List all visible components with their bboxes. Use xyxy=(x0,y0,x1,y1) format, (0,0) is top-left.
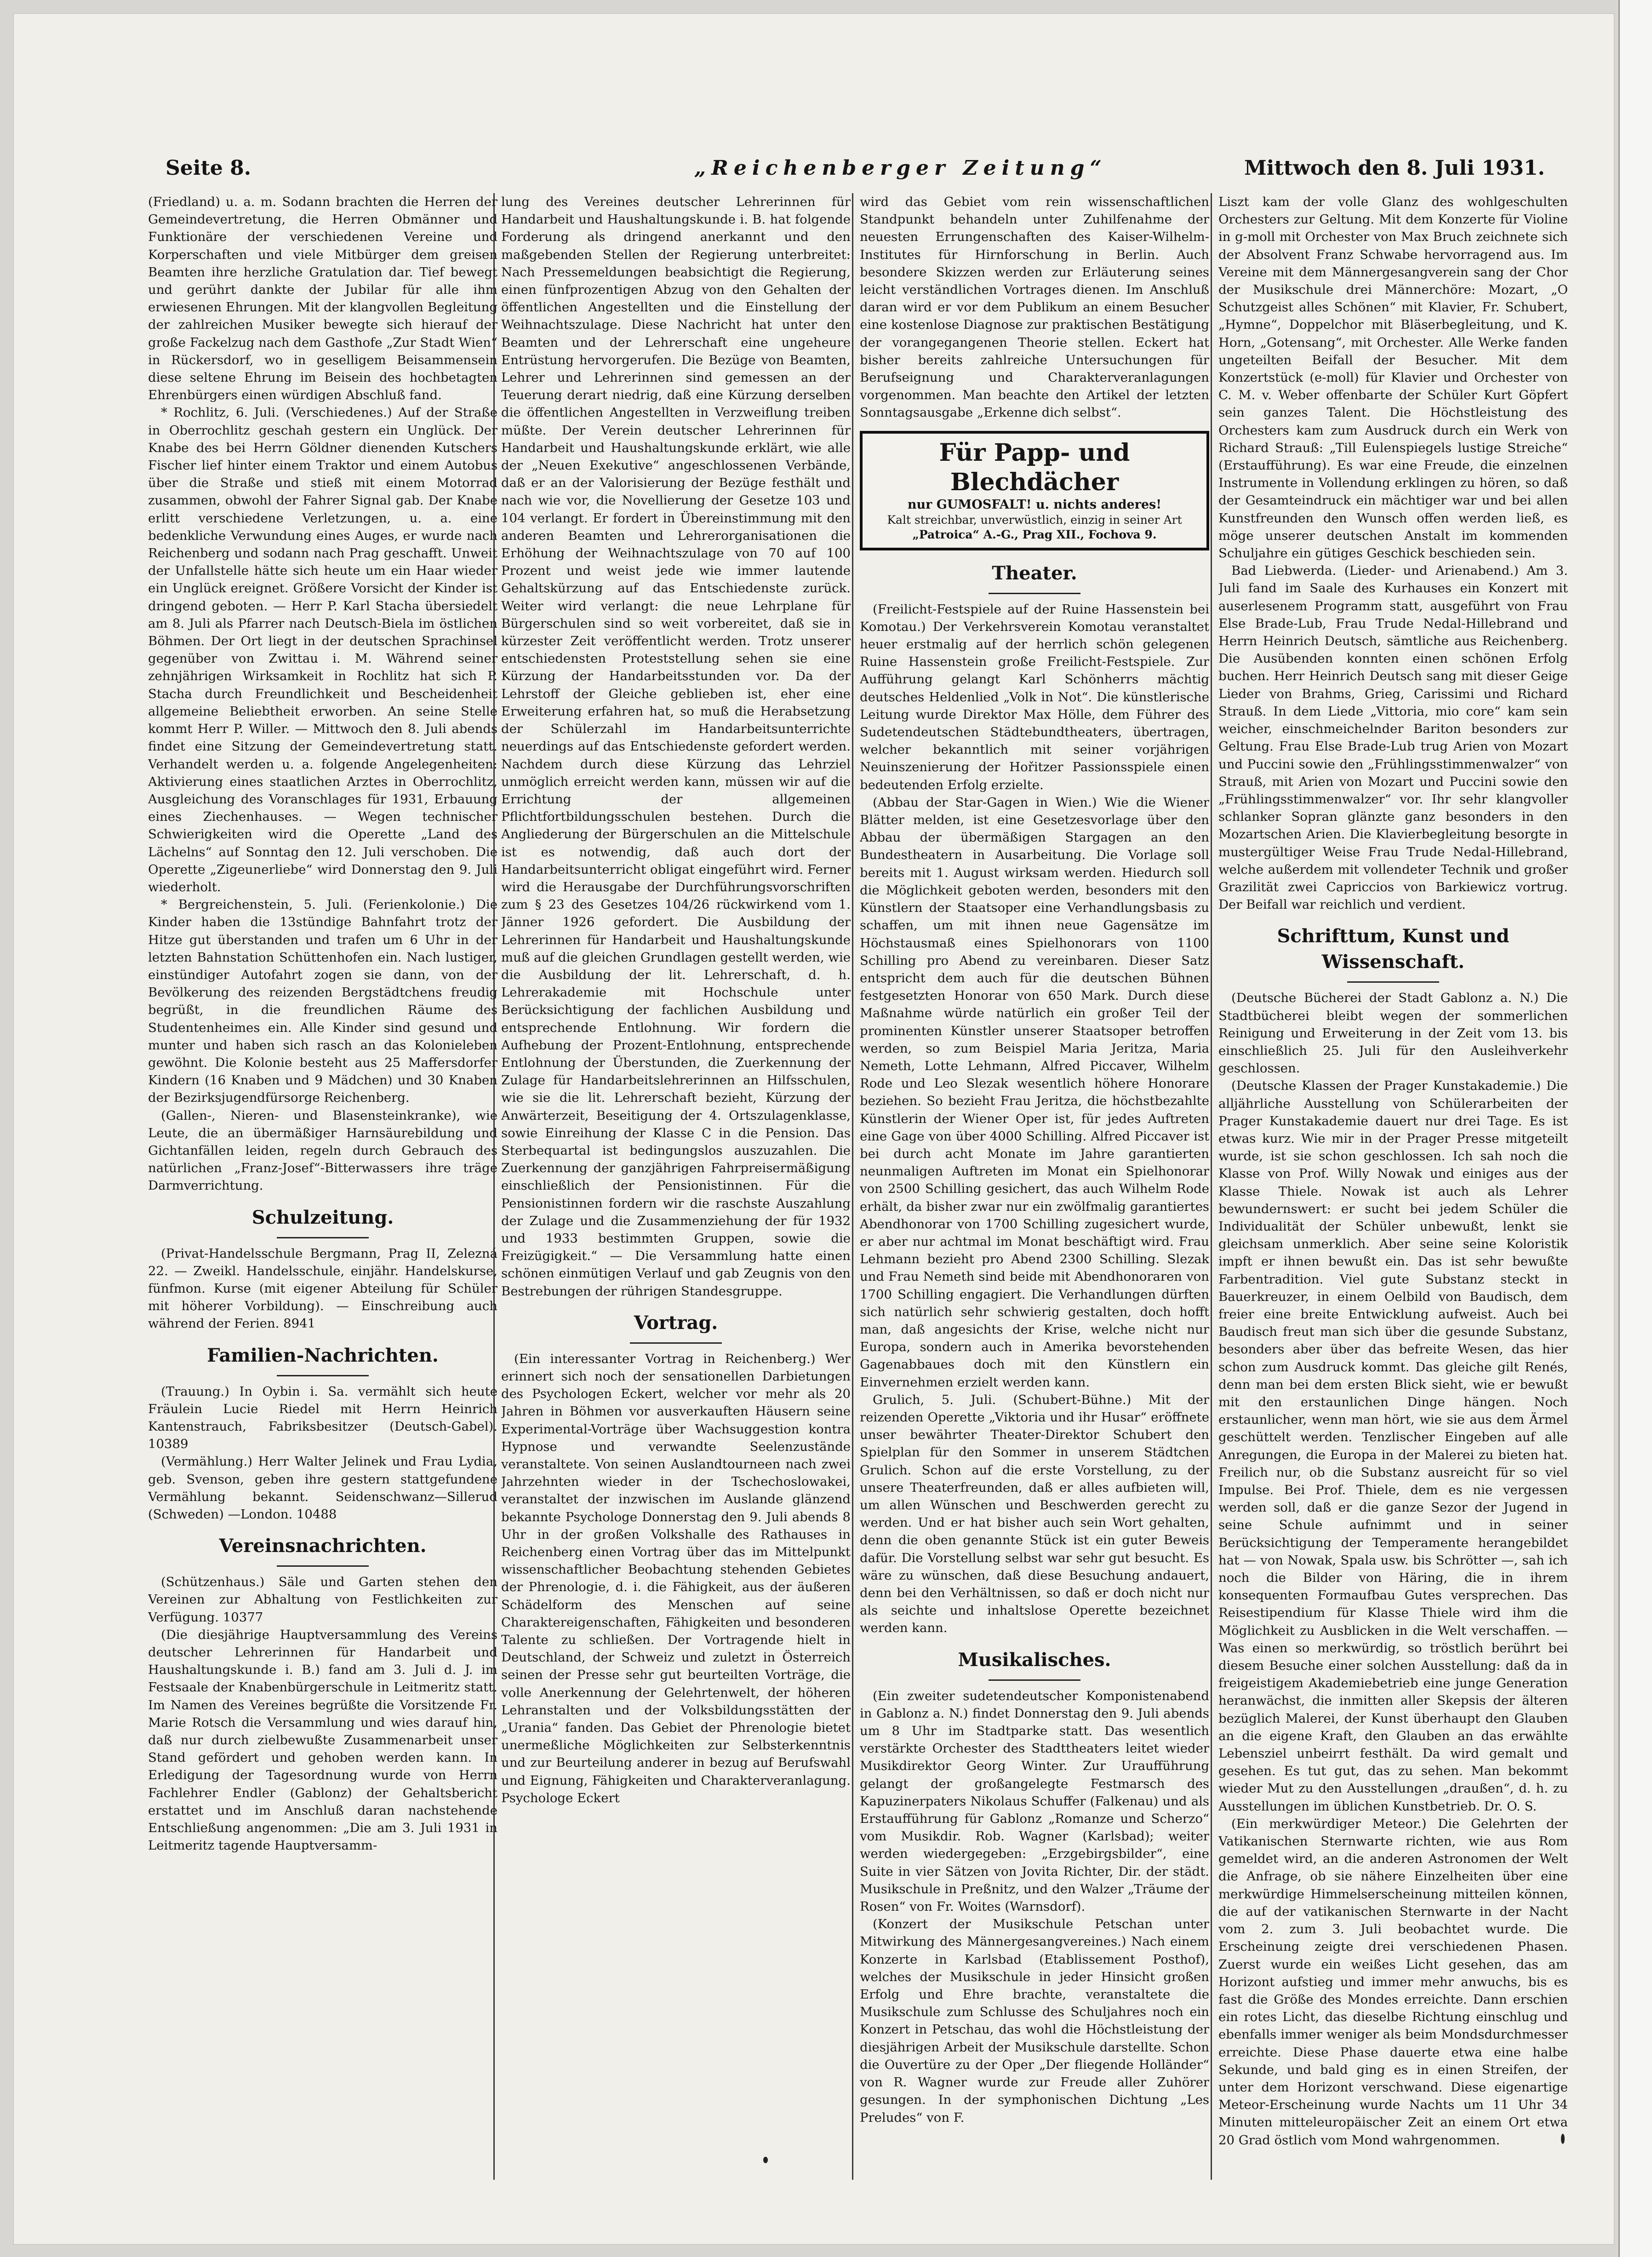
article-text: (Konzert der Musikschule Petschan unter Mitwirkung des Männergesangvereines.) Nach einem Konzerte in Karlsbad (Etablissement Posthof), welches der Musikschule in jeder Hinsicht großen Erfolg und Ehre brachte, veranstaltete die Musikschule zum Schlusse des Schuljahres noch ein Konzert in Petschau, das wohl die Höchstleistung der diesjährigen Arbeit der Musikschule darstellte. Schon die Ouvertüre zu der Oper „Der fliegende Holländer“ von R. Wagner wurde zur Freude aller Zuhörer gesungen. In der symphonischen Dichtung „Les Preludes“ von F. xyxy=(860,1917,1209,2125)
heading-rule xyxy=(277,1375,369,1376)
article-text: (Ein interessanter Vortrag in Reichenberg.) Wer erinnert sich noch der sensationellen Darbietungen des Psychologen Eckert, welcher vor mehr als 20 Jahren in Böhmen vor ausverkauften Häusern seine Experimental-Vorträge über Wachsuggestion kontra Hypnose und verwandte Seelenzustände veranstaltete. Von seinen Auslandtourneen nach zwei Jahrzehnten wieder in der Tschechoslowakei, veranstaltet der inzwischen im Auslande glänzend bekannte Psychologe Donnerstag den 9. Juli abends 8 Uhr in der großen Volkshalle des Rathauses in Reichenberg einen Vortrag über das im Mittelpunkt wissenschaftlicher Beobachtung stehenden Gebietes der Phrenologie, d. i. die Fähigkeit, aus der äußeren Schädelform des Menschen auf seine Charaktereigenschaften, Fähigkeiten und besonderen Talente zu schließen. Der Vortragende hielt in Deutschland, der Schweiz und zuletzt in Österreich seinen der Presse sehr gut beurteilten Vorträge, die volle Anerkennung der Gelehrtenwelt, der höheren Lehranstalten und der Volksbildungsstätten der „Urania“ fanden. Das Gebiet der Phrenologie bietet unermeßliche Möglichkeiten zur Selbsterkenntnis und zur Beurteilung anderer in bezug auf Berufswahl und Eignung, Fähigkeiten und Charakterveranlagung. Psychologe Eckert xyxy=(501,1351,851,1805)
article-text: lung des Vereines deutscher Lehrerinnen für Handarbeit und Haushaltungskunde i. B. hat folgende Forderung als dringend anerkannt und den maßgebenden Stellen der Regierung unterbreitet: Nach Pressemeldungen beabsichtigt die Regierung, einen fünfprozentigen Abzug von den Gehalten der öffentlichen Angestellten und die Einstellung der Weihnachtszulage. Diese Nachricht hat unter den Beamten und der Lehrerschaft eine ungeheure Entrüstung hervorgerufen. Die Bezüge von Beamten, Lehrer und Lehrerinnen sind gemessen an der Teuerung derart niedrig, daß eine Kürzung derselben die öffentlichen Angestellten in Verzweiflung treiben müßte. Der Verein deutscher Lehrerinnen für Handarbeit und Haushaltungskunde erklärt, wie alle der „Neuen Exekutive“ angeschlossenen Verbände, daß er an der Valorisierung der Bezüge festhält und nach wie vor, die Novellierung der Gesetze 103 und 104 verlangt. Er fordert in Übereinstimmung mit den anderen Beamten und Lehrerorganisationen die Erhöhung der Weihnachtszulage von 70 auf 100 Prozent und weist jede wie immer lautende Gehaltskürzung auf das Entschiedenste zurück. Weiter wird verlangt: die neue Lehrplane für Bürgerschulen sind so weit vorbereitet, daß sie in kürzester Zeit veröffentlicht werden. Trotz unserer entschiedensten Proteststellung sehen sie eine Kürzung der Handarbeitsstunden vor. Da der Lehrstoff der Gleiche geblieben ist, eher eine Erweiterung erfahren hat, so muß die Herabsetzung der Schülerzahl im Handarbeitsunterrichte neuerdings auf das Entschiedenste gefordert werden. Nachdem durch diese Kürzung das Lehrziel unmöglich erreicht werden kann, müssen wir auf die Errichtung der allgemeinen Pflichtfortbildungsschulen bestehen. Durch die Angliederung der Bürgerschulen an die Mittelschule ist es notwendig, daß auch dort der Handarbeitsunterricht obligat eingeführt wird. Ferner wird die Herausgabe der Durchführungsvorschriften zum § 23 des Gesetzes 104/26 rückwirkend vom 1. Jänner 1926 gefordert. Die Ausbildung der Lehrerinnen für Handarbeit und Haushaltungskunde muß auf die gleichen Grundlagen gestellt werden, wie die Ausbildung der lit. Lehrerschaft, d. h. Lehrerakademie mit Hochschule unter Berücksichtigung der fachlichen Ausbildung und entsprechende Entlohnung. Wir fordern die Aufhebung der Prozent-Entlohnung, entsprechende Entlohnung der Überstunden, die Zuerkennung der Zulage für Handarbeitslehrerinnen an Hilfsschulen, wie sie die lit. Lehrerschaft bezieht, Kürzung der Anwärterzeit, Beseitigung der 4. Ortszulagenklasse, sowie Einreihung der Klasse C in die Pension. Das Sterbequartal ist bedingungslos auszuzahlen. Die Zuerkennung der ganzjährigen Fahrpreisermäßigung einschließlich der Pensionistinnen. Für die Pensionistinnen fordern wir die raschste Auszahlung der Zulage und die Zusammenziehung der für 1932 und 1933 bestimmten Gruppen, sowie die Freizügigkeit.“ — Die Versammlung hatte einen schönen einmütigen Verlauf und gab Zeugnis von den Bestrebungen der rührigen Standesgruppe. xyxy=(501,195,851,1299)
heading-rule xyxy=(630,1342,722,1344)
article-text: * Bergreichenstein, 5. Juli. (Ferienkolonie.) Die Kinder haben die 13stündige Bahnfahrt trotz der Hitze gut überstanden und trafen um 6 Uhr in der letzten Bahnstation Schüttenhofen ein. Nach lustiger, einstündiger Autofahrt zogen sie dann, von der Bevölkerung des reizenden Bergstädtchens freudig begrüßt, in die freundlichen Räume des Studentenheimes ein. Alle Kinder sind gesund und munter und haben sich rasch an das Kolonieleben gewöhnt. Die Kolonie besteht aus 25 Maffersdorfer Kindern (16 Knaben und 9 Mädchen) und 30 Knaben der Bezirksjugendfürsorge Reichenberg. xyxy=(148,897,497,1106)
page-header xyxy=(166,156,1545,193)
masthead: „Reichenberger Zeitung“ xyxy=(694,156,1107,180)
article-text: (Freilicht-Festspiele auf der Ruine Hassenstein bei Komotau.) Der Verkehrsverein Komotau veranstaltet heuer erstmalig auf der herrlich schön gelegenen Ruine Hassenstein große Freilicht-Festspiele. Zur Aufführung gelangt Karl Schönherrs mächtig deutsches Heldenlied „Volk in Not“. Die künstlerische Leitung wurde Direktor Max Hölle, dem Führer des Sudetendeutschen Städtebundtheaters, übertragen, welcher bekanntlich mit seiner vorjährigen Neuinszenierung der Hořitzer Passionsspiele einen bedeutenden Erfolg erzielte. xyxy=(860,601,1209,792)
section-heading: Vereinsnachrichten. xyxy=(219,1535,427,1557)
heading-rule xyxy=(1347,981,1439,983)
article-text: (Privat-Handelsschule Bergmann, Prag II, Zelezná 22. — Zweikl. Handelsschule, einjähr. Handelskurse, fünfmon. Kurse (mit eigener Abteilung für Schüler mit höherer Vorbildung). — Einschreibung auch während der Ferien. 8941 xyxy=(148,1246,497,1331)
scan-margin xyxy=(1618,0,1652,2257)
heading-rule xyxy=(989,1679,1080,1681)
article-text: (Schützenhaus.) Säle und Garten stehen den Vereinen zur Abhaltung von Festlichkeiten zur Verfügung. 10377 xyxy=(148,1575,497,1625)
article-text: Bad Liebwerda. (Lieder- und Arienabend.) Am 3. Juli fand im Saale des Kurhauses ein Konzert mit auserlesenem Programm statt, ausgeführt von Frau Else Brade-Lub, Frau Trude Nedal-Hillebrand und Herrn Heinrich Deutsch, sämtliche aus Reichenberg. Die Ausübenden konnten einen schönen Erfolg buchen. Herr Heinrich Deutsch sang mit dieser Geige Lieder von Brahms, Grieg, Carissimi und Richard Strauß. In dem Liede „Vittoria, mio core“ kam sein weicher, einschmeichelnder Bariton besonders zur Geltung. Frau Else Brade-Lub trug Arien von Mozart und Puccini sowie den „Frühlingsstimmenwalzer“ von Strauß, mit Arien von Mozart und Puccini sowie den „Frühlingsstimmenwalzer“ vor. Ihr sehr klangvoller schlanker Sopran glänzte ganz besonders in den Mozartschen Arien. Die Klavierbegleitung besorgte in mustergültiger Weise Frau Trude Nedal-Hillebrand, welche außerdem mit vollendeter Technik und großer Grazilität zwei Capriccios von Barkiewicz vortrug. Der Beifall war reichlich und verdient. xyxy=(1218,563,1568,912)
print-speck xyxy=(763,2157,768,2163)
heading-rule xyxy=(277,1565,369,1567)
section-heading: Schulzeitung. xyxy=(252,1206,394,1228)
print-speck xyxy=(1561,2134,1565,2144)
section-heading: Familien-Nachrichten. xyxy=(207,1344,439,1366)
column-2 xyxy=(501,193,851,2184)
article-text: (Die diesjährige Hauptversammlung des Vereins deutscher Lehrerinnen für Handarbeit und Haushaltungskunde i. B.) fand am 3. Juli d. J. im Festsaale der Knabenbürgerschule in Leitmeritz statt. Im Namen des Vereines begrüßte die Vorsitzende Fr. Marie Rotsch die Versammlung und wies darauf hin, daß nur durch zielbewußte Zusammenarbeit unser Stand gefördert und gehoben werden kann. In Erledigung der Tagesordnung wurde von Herrn Fachlehrer Endler (Gablonz) der Gehaltsbericht erstattet und im Anschluß daran nachstehende Entschließung angenommen: „Die am 3. Juli 1931 in Leitmeritz tagende Hauptversamm- xyxy=(148,1627,497,1853)
article-text: (Ein merkwürdiger Meteor.) Die Gelehrten der Vatikanischen Sternwarte richten, wie aus Rom gemeldet wird, an die anderen Astronomen der Welt die Anfrage, ob sie nähere Einzelheiten über eine merkwürdige Himmelserscheinung mitteilen können, die auf der vatikanischen Sternwarte in der Nacht vom 2. zum 3. Juli beobachtet wurde. Die Erscheinung zeigte drei verschiedenen Phasen. Zuerst wurde ein weißes Licht gesehen, das am Horizont aufstieg und immer mehr anwuchs, bis es fast die Größe des Mondes erreichte. Dann erschien ein rotes Licht, das dieselbe Richtung einschlug und ebenfalls immer weniger als beim Mondsdurchmesser erreichte. Diese Phase dauerte etwa eine halbe Sekunde, und bald ging es in einen Streifen, der unter dem Horizont verschwand. Diese eigenartige Meteor-Erscheinung wurde Nachts um 11 Uhr 34 Minuten mitteleuropäischer Zeit an einem Ort etwa 20 Grad östlich vom Mond wahrgenommen. xyxy=(1218,1816,1568,2148)
issue-date: Mittwoch den 8. Juli 1931. xyxy=(1244,156,1545,180)
ad-line: Kalt streichbar, unverwüstlich, einzig in seiner Art xyxy=(887,513,1182,527)
article-text: (Trauung.) In Oybin i. Sa. vermählt sich heute Fräulein Lucie Riedel mit Herrn Heinrich Kantenstrauch, Fabriksbesitzer (Deutsch-Gabel). 10389 xyxy=(148,1384,497,1452)
column-4 xyxy=(1218,193,1568,2184)
article-text: (Deutsche Bücherei der Stadt Gablonz a. N.) Die Stadtbücherei bleibt wegen der sommerlichen Reinigung und Erweiterung in der Zeit vom 13. bis einschließlich 25. Juli für den Ausleihverkehr geschlossen. xyxy=(1218,991,1568,1076)
article-text: * Rochlitz, 6. Juli. (Verschiedenes.) Auf der Straße in Oberrochlitz geschah gestern ein Unglück. Der Knabe des bei Herrn Göldner dienenden Kutschers Fischer lief hinter einem Traktor und einem Autobus über die Straße und stieß mit einem Motorrad zusammen, obwohl der Fahrer Signal gab. Der Knabe erlitt verschiedene Verletzungen, u. a. eine bedenkliche Verwundung eines Auges, er wurde nach Reichenberg und sodann nach Prag geschafft. Unweit der Unfallstelle hätte sich heute um ein Haar wieder ein Unglück ereignet. Größere Vorsicht der Kinder ist dringend geboten. — Herr P. Karl Stacha übersiedelt am 8. Juli als Pfarrer nach Deutsch-Biela im östlichen Böhmen. Der Ort liegt in der deutschen Sprachinsel gegenüber von Zwittau i. M. Während seiner zehnjährigen Wirksamkeit in Rochlitz hat sich P. Stacha durch Freundlichkeit und Bescheidenheit allgemeine Beliebtheit erworben. An seine Stelle kommt Herr P. Willer. — Mittwoch den 8. Juli abends findet eine Sitzung der Gemeindevertretung statt. Verhandelt werden u. a. folgende Angelegenheiten: Aktivierung eines staatlichen Arztes in Oberrochlitz, Ausgleichung des Voranschlages für 1931, Erbauung eines Ziechenhauses. — Wegen technischer Schwierigkeiten wird die Operette „Land des Lächelns“ auf Sonntag den 12. Juli verschoben. Die Operette „Zigeunerliebe“ wird Donnerstag den 9. Juli wiederholt. xyxy=(148,405,497,894)
heading-rule xyxy=(989,593,1080,594)
advertisement-box xyxy=(860,431,1209,550)
article-text: (Abbau der Star-Gagen in Wien.) Wie die Wiener Blätter melden, ist eine Gesetzesvorlage über den Abbau der übermäßigen Stargagen an den Bundestheatern in Ausarbeitung. Die Vorlage soll bereits mit 1. August wirksam werden. Hiedurch soll die Möglichkeit geboten werden, besonders mit den Künstlern der Staatsoper eine Verhandlungsbasis zu schaffen, um mit ihnen neue Gagensätze im Höchstausmaß eines Spielhonorars von 1100 Schilling pro Abend zu vereinbaren. Dieser Satz entspricht dem auch für die deutschen Bühnen festgesetzten Honorar von 650 Mark. Durch diese Maßnahme würde natürlich ein großer Teil der prominenten Künstler unserer Staatsoper betroffen werden, so zum Beispiel Maria Jeritza, Maria Nemeth, Lotte Lehmann, Alfred Piccaver, Wilhelm Rode und Leo Slezak wesentlich höhere Honorare beziehen. So bezieht Frau Jeritza, die höchstbezahlte Künstlerin der Wiener Oper ist, für jedes Auftreten eine Gage von über 4000 Schilling. Alfred Piccaver ist bei durch acht Monate im Jahre garantierten neunmaligen Auftreten im Monat ein Spielhonorar von 2500 Schilling gesichert, das auch Wilhelm Rode erhält, da bisher zwar nur ein zwölfmalig garantiertes Abendhonorar von 1700 Schilling zugesichert wurde, er aber nur achtmal im Monat beschäftigt wird. Frau Lehmann bezieht pro Abend 2300 Schilling. Slezak und Frau Nemeth sind beide mit Abendhonoraren von 1700 Schilling engagiert. Die Verhandlungen dürften sich natürlich sehr schwierig gestalten, doch hofft man, daß angesichts der Krise, welche nicht nur Europa, sondern auch in Amerika bevorstehenden Gagenabbaues doch mit den Künstlern ein Einvernehmen erzielt werden kann. xyxy=(860,795,1209,1390)
notice-text: (Gallen-, Nieren- und Blasensteinkranke), wie Leute, die an übermäßiger Harnsäurebildung und Gichtanfällen leiden, regeln durch Gebrauch des natürlichen „Franz-Josef“-Bitterwassers ihre träge Darmverrichtung. xyxy=(148,1108,497,1193)
article-text: (Vermählung.) Herr Walter Jelinek und Frau Lydia, geb. Svenson, geben ihre gestern stattgefundene Vermählung bekannt. Seidenschwanz—Sillerud (Schweden) —London. 10488 xyxy=(148,1454,497,1522)
ad-line: nur GUMOSFALT! u. nichts anderes! xyxy=(907,497,1162,512)
ad-title: Für Papp- und Blechdächer xyxy=(939,438,1130,496)
article-text: Liszt kam der volle Glanz des wohlgeschulten Orchesters zur Geltung. Mit dem Konzerte für Violine in g-moll mit Orchester von Max Bruch zeichnete sich der Absolvent Franz Schwabe hervorragend aus. Im Vereine mit dem Männergesangverein sang der Chor der Musikschule drei Männerchöre: Mozart, „O Schutzgeist alles Schönen“ mit Klavier, Fr. Schubert, „Hymne“, Doppelchor mit Bläserbegleitung, und K. Horn, „Gotensang“, mit Orchester. Alle Werke fanden ungeteilten Beifall der Besucher. Mit dem Konzertstück (e-moll) für Klavier und Orchester von C. M. v. Weber offenbarte der Schüler Kurt Göpfert sein ganzes Talent. Die Höchstleistung des Orchesters kam zum Ausdruck durch ein Werk von Richard Strauß: „Till Eulenspiegels lustige Streiche“ (Erstaufführung). Es war eine Freude, die einzelnen Instrumente in Vollendung erklingen zu hören, so daß der Gesamteindruck ein mächtiger war und bei allen Kunstfreunden den Wunsch offen werden ließ, es möge unserer deutschen Anstalt im kommenden Schuljahre ein gütiges Geschick beschieden sein. xyxy=(1218,195,1568,561)
page-number: Seite 8. xyxy=(166,156,252,180)
column-3 xyxy=(860,193,1209,2184)
column-rule xyxy=(1211,193,1212,2180)
article-text: (Ein zweiter sudetendeutscher Komponistenabend in Gablonz a. N.) findet Donnerstag den 9. Juli abends um 8 Uhr im Stadtparke statt. Das wesentlich verstärkte Orchester des Stadttheaters leitet wieder Musikdirektor Georg Winter. Zur Uraufführung gelangt der großangelegte Festmarsch des Kapuzinerpaters Nikolaus Schuffer (Falkenau) und als Erstaufführung für Gablonz „Romanze und Scherzo“ vom Musikdir. Rob. Wagner (Karlsbad); weiter werden wiedergegeben: „Erzgebirgsbilder“, eine Suite in vier Sätzen von Jovita Richter, Dir. der städt. Musikschule in Preßnitz, und den Walzer „Träume der Rosen“ von Fr. Woites (Warnsdorf). xyxy=(860,1688,1209,1914)
column-rule xyxy=(852,193,853,2180)
ad-line: „Patroica“ A.-G., Prag XII., Fochova 9. xyxy=(912,527,1157,541)
column-1 xyxy=(148,193,497,2184)
article-text: Grulich, 5. Juli. (Schubert-Bühne.) Mit der reizenden Operette „Viktoria und ihr Husar“ eröffnete unser bewährter Theater-Direktor Schubert den Spielplan für den Sommer in unserem Städtchen Grulich. Schon auf die erste Vorstellung, zu der unsere Theaterfreunden, daß er alles aufbieten will, um allen Wünschen und Beschwerden gerecht zu werden. Und er hat bisher auch sein Wort gehalten, denn die oben genannte Stück ist ein guter Beweis dafür. Die Vorstellung selbst war sehr gut besucht. Es wäre zu wünschen, daß diese Besuchung andauert, denn bei den Verhältnissen, so daß er doch nicht nur als seichte und inhaltslose Operette bezeichnet werden kann. xyxy=(860,1392,1209,1636)
article-text: (Deutsche Klassen der Prager Kunstakademie.) Die alljährliche Ausstellung von Schülerarbeiten der Prager Kunstakademie dauert nur drei Tage. Es ist etwas kurz. Wie mir in der Prager Presse mitgeteilt wurde, ist sie schon geschlossen. Ich sah noch die Klasse von Prof. Willy Nowak und einiges aus der Klasse Thiele. Nowak ist auch als Lehrer bewundernswert: er sucht bei jedem Schüler die Individualität der Schüler unbewußt, lenkt sie gleichsam unmerklich. Aber seine seine Koloristik impft er ihnen bewußt ein. Das ist sehr bewußte Farbentradition. Viel gute Substanz steckt in Bauerkreuzer, in einem Oelbild von Baudisch, dem freier eine breite Entwicklung aufweist. Auch bei Baudisch freut man sich über die gesunde Substanz, besonders aber über das befreite Wesen, das hier schon zum Ausdruck kommt. Das gleiche gilt Renés, denn man bei dem ersten Blick sieht, wie er bewußt mit den erstaunlichen Dinge hängen. Noch erstaunlicher, wenn man hört, wie sie aus dem Ärmel geschüttelt werden. Tenzlischer Eingeben auf alle Anregungen, die Europa in der Malerei zu bieten hat. Freilich nur, ob die Substanz ausreicht für so viel Impulse. Bei Prof. Thiele, dem es nie vergessen werden soll, daß er die ganze Sezor der Jugend in seine Schule aufnimmt und in seiner Berücksichtigung der Temperamente herangebildet hat — von Nowak, Spala usw. bis Schrötter —, sah ich noch die Bilder von Häring, die in ihrem konsequenten Formaufbau Gutes versprechen. Das Reisestipendium für Klasse Thiele wird ihm die Möglichkeit zu Ausblicken in die Welt verschaffen. — Was einen so merkwürdig, so tröstlich berührt bei diesem Besuche einer solchen Ausstellung: daß da in freigeistigem Akademiebetrieb eine junge Generation heranwächst, die inmitten aller Skepsis der älteren bezüglich Malerei, der Kunst überhaupt den Glauben an die eigene Kraft, den Glauben an das erwählte Lebensziel unbeirrt festhält. Da wird gemalt und gesehen. Es tut gut, das zu sehen. Man bekommt wieder Mut zu den Ausstellungen „draußen“, d. h. zu Ausstellungen im üblichen Kunstbetrieb. Dr. O. S. xyxy=(1218,1078,1568,1814)
section-heading: Theater. xyxy=(992,562,1077,584)
section-heading: Musikalisches. xyxy=(958,1649,1111,1671)
section-heading: Vortrag. xyxy=(634,1312,718,1334)
article-text: (Friedland) u. a. m. Sodann brachten die Herren der Gemeindevertretung, die Herren Obmänner und Funktionäre der verschiedenen Vereine und Korperschaften und viele Mitbürger dem greisen Beamten ihre herzliche Gratulation dar. Tief bewegt und gerührt dankte der Jubilar für alle ihm erwiesenen Ehrungen. Mit der klangvollen Begleitung der zahlreichen Musiker bewegte sich hierauf der große Fackelzug nach dem Gasthofe „Zur Stadt Wien“ in Rückersdorf, wo in geselligem Beisammensein diese seltene Ehrung im Beisein des hochbetagten Ehrenbürgers einen würdigen Abschluß fand. xyxy=(148,195,497,403)
section-heading: Schrifttum, Kunst und Wissenschaft. xyxy=(1277,925,1509,973)
heading-rule xyxy=(277,1237,369,1238)
article-text: wird das Gebiet vom rein wissenschaftlichen Standpunkt behandeln unter Zuhilfenahme der neuesten Errungenschaften des Kaiser-Wilhelm-Institutes für Hirnforschung in Berlin. Auch besondere Skizzen werden zur Erläuterung seines leicht verständlichen Vortrages dienen. Im Anschluß daran wird er vor dem Publikum an einem Besucher eine kostenlose Diagnose zur praktischen Bestätigung der vorangegangenen Theorie stellen. Eckert hat bisher bereits zahlreiche Untersuchungen für Berufseignung und Charakterveranlagungen vorgenommen. Man beachte den Artikel der letzten Sonntagsausgabe „Erkenne dich selbst“. xyxy=(860,195,1209,420)
